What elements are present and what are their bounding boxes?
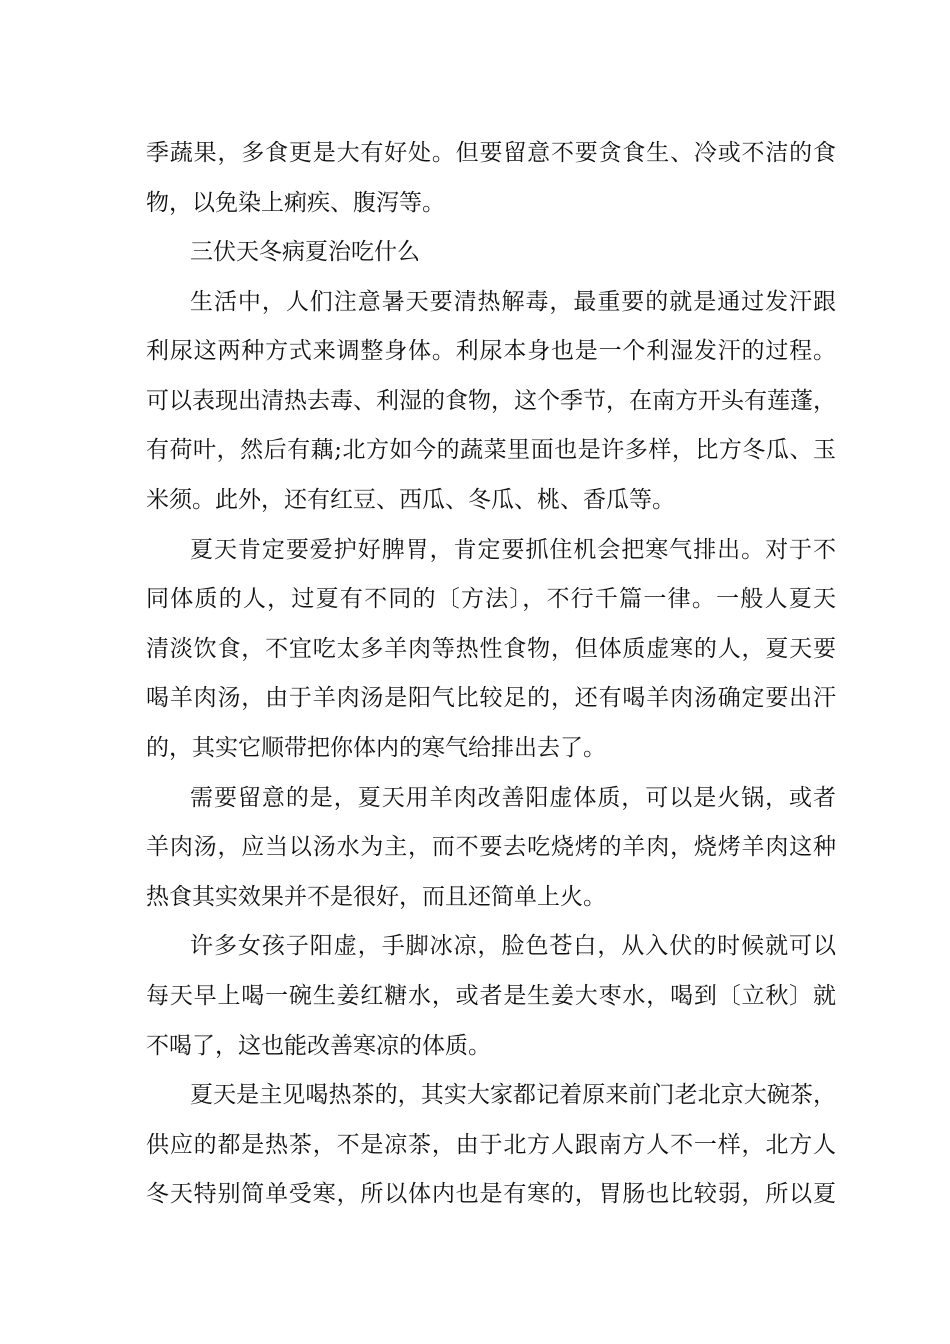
- text-line: 有荷叶，然后有藕;北方如今的蔬菜里面也是许多样，比方冬瓜、玉: [146, 437, 836, 463]
- section-heading: 三伏天冬病夏治吃什么: [190, 239, 420, 265]
- text-line: 热食其实效果并不是很好，而且还简单上火。: [146, 884, 606, 910]
- text-line: 喝羊肉汤，由于羊肉汤是阳气比较足的，还有喝羊肉汤确定要出汗: [146, 685, 836, 711]
- text-line: 夏天是主见喝热茶的，其实大家都记着原来前门老北京大碗茶，: [190, 1082, 836, 1108]
- text-line: 可以表现出清热去毒、利湿的食物，这个季节，在南方开头有莲蓬，: [146, 388, 836, 414]
- text-line: 每天早上喝一碗生姜红糖水，或者是生姜大枣水，喝到〔立秋〕就: [146, 983, 836, 1009]
- text-line: 生活中，人们注意暑天要清热解毒，最重要的就是通过发汗跟: [190, 289, 836, 315]
- text-line: 羊肉汤，应当以汤水为主，而不要去吃烧烤的羊肉，烧烤羊肉这种: [146, 834, 836, 860]
- text-line: 供应的都是热茶，不是凉茶，由于北方人跟南方人不一样，北方人: [146, 1132, 836, 1158]
- text-line: 季蔬果，多食更是大有好处。但要留意不要贪食生、冷或不洁的食: [146, 140, 836, 166]
- text-line: 清淡饮食，不宜吃太多羊肉等热性食物，但体质虚寒的人，夏天要: [146, 636, 836, 662]
- text-line: 米须。此外，还有红豆、西瓜、冬瓜、桃、香瓜等。: [146, 487, 675, 513]
- text-line: 冬天特别简单受寒，所以体内也是有寒的，胃肠也比较弱，所以夏: [146, 1181, 836, 1207]
- text-line: 同体质的人，过夏有不同的〔方法〕，不行千篇一律。一般人夏天: [146, 586, 836, 612]
- text-line: 许多女孩子阳虚，手脚冰凉，脸色苍白，从入伏的时候就可以: [190, 933, 836, 959]
- text-line: 不喝了，这也能改善寒凉的体质。: [146, 1033, 491, 1059]
- text-line: 需要留意的是，夏天用羊肉改善阳虚体质，可以是火锅，或者: [190, 785, 836, 811]
- text-line: 物，以免染上痢疾、腹泻等。: [146, 190, 445, 216]
- text-line: 的，其实它顺带把你体内的寒气给排出去了。: [146, 735, 606, 761]
- text-line: 利尿这两种方式来调整身体。利尿本身也是一个利湿发汗的过程。: [146, 338, 836, 364]
- text-line: 夏天肯定要爱护好脾胃，肯定要抓住机会把寒气排出。对于不: [190, 537, 836, 563]
